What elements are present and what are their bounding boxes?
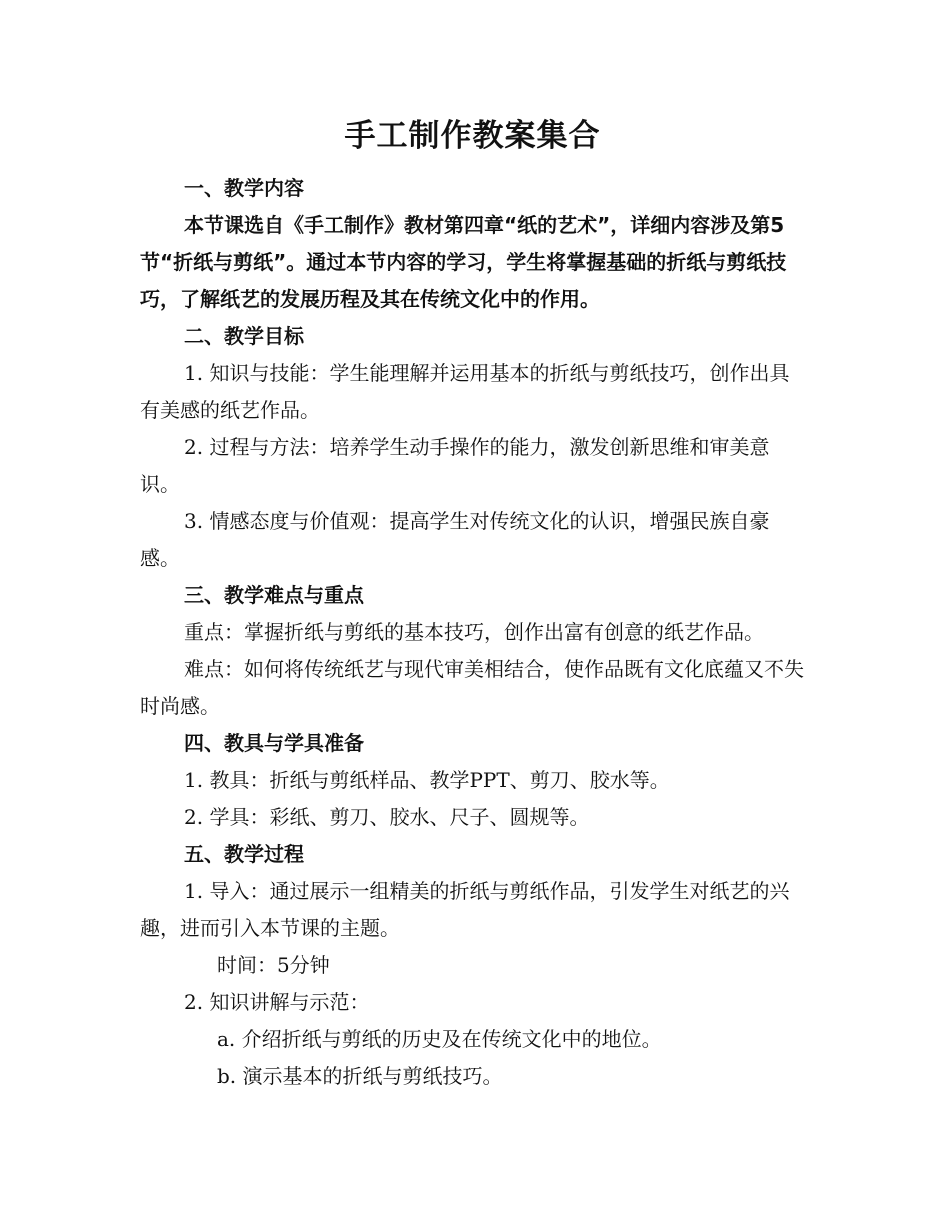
- section-heading-difficulty: 三、教学难点与重点: [184, 583, 364, 607]
- process-item-1-time: 时间：5分钟: [217, 953, 330, 977]
- process-item-2-b: b. 演示基本的折纸与剪纸技巧。: [217, 1064, 503, 1088]
- goal-item-1: 1. 知识与技能：学生能理解并运用基本的折纸与剪纸技巧，创作出具有美感的纸艺作品。: [140, 361, 790, 422]
- key-point: 重点：掌握折纸与剪纸的基本技巧，创作出富有创意的纸艺作品。: [184, 620, 764, 644]
- section-heading-materials: 四、教具与学具准备: [184, 731, 364, 755]
- difficult-point: 难点：如何将传统纸艺与现代审美相结合，使作品既有文化底蕴又不失时尚感。: [140, 657, 804, 718]
- process-item-2-a: a. 介绍折纸与剪纸的历史及在传统文化中的地位。: [217, 1027, 662, 1051]
- process-item-1: 1. 导入：通过展示一组精美的折纸与剪纸作品，引发学生对纸艺的兴趣，进而引入本节课的主题。: [140, 879, 790, 940]
- section-heading-process: 五、教学过程: [184, 842, 304, 866]
- process-item-2: 2. 知识讲解与示范：: [184, 990, 370, 1014]
- material-item-2: 2. 学具：彩纸、剪刀、胶水、尺子、圆规等。: [184, 805, 590, 829]
- goal-item-2: 2. 过程与方法：培养学生动手操作的能力，激发创新思维和审美意识。: [140, 435, 770, 496]
- material-item-1: 1. 教具：折纸与剪纸样品、教学PPT、剪刀、胶水等。: [184, 768, 670, 792]
- content-paragraph: 本节课选自《手工制作》教材第四章“纸的艺术”，详细内容涉及第5节“折纸与剪纸”。通过本节内容的学习，学生将掌握基础的折纸与剪纸技巧，了解纸艺的发展历程及其在传统文化中的作用。: [140, 213, 787, 311]
- section-heading-content: 一、教学内容: [184, 176, 304, 200]
- goal-item-3: 3. 情感态度与价值观：提高学生对传统文化的认识，增强民族自豪感。: [140, 509, 770, 570]
- document-title: 手工制作教案集合: [344, 118, 601, 154]
- document-page: [140, 112, 805, 1095]
- section-heading-goals: 二、教学目标: [184, 324, 304, 348]
